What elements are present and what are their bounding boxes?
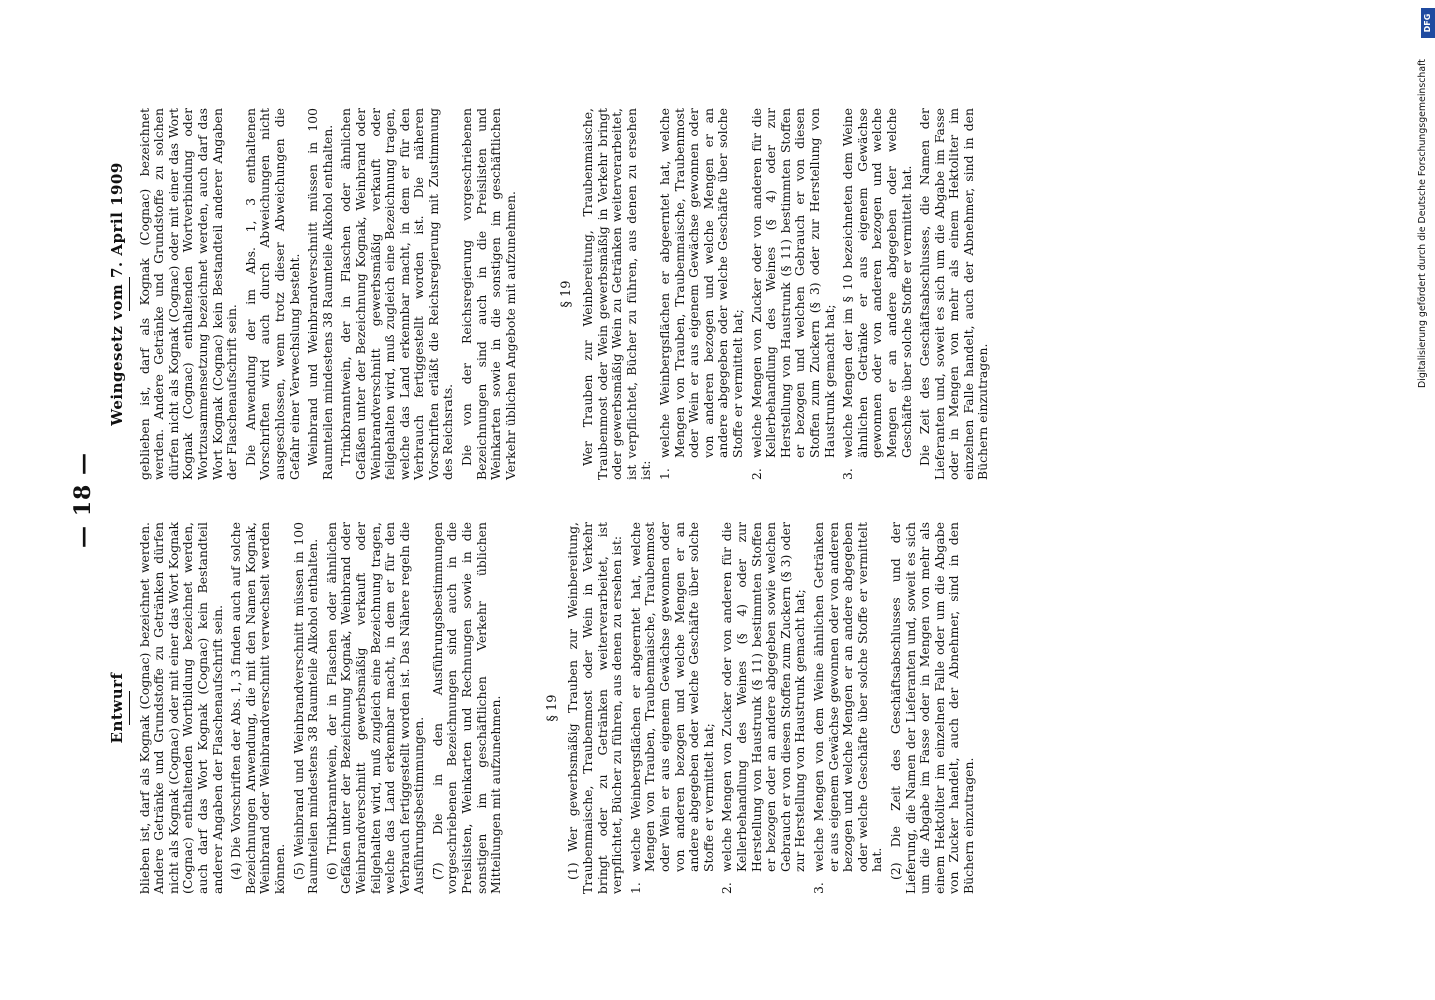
paragraph: Die von der Reichsregierung vorgeschriebenen Bezeichnungen sind auch in die Preislisten und Weinkarten sowie in die sonstigen im geschäftlichen Verkehr üblichen Angebote mit aufzunehmen.: [459, 108, 518, 480]
list-number: 3.: [810, 882, 826, 894]
list-text: welche Mengen der im § 10 bezeichneten dem Weine ähnlichen Getränke er aus eigenem Gewächse gewonnen oder von anderen bezogen und welche Mengen er an andere abgegeben oder welche Geschäfte über solche Stoffe er vermittelt hat.: [840, 108, 914, 458]
paragraph: (4) Die Vorschriften der Abs. 1, 3 finden auch auf solche Bezeichnungen Anwendung, die mit den Namen Kognak, Weinbrand oder Weinbrandverschnitt verwechselt werden können.: [228, 522, 287, 894]
column-title-draft: Entwurf: [108, 672, 126, 744]
paragraph: geblieben ist, darf als Kognak (Cognac) bezeichnet werden. Andere Getränke und Grundstoffe zu solchen dürfen nicht als Kognak (Cognac) oder mit einer das Wort Kognak (Cognac) enthaltenden Wortverbindung oder Wortzusammensetzung bezeichnet werden, auch darf das Wort Kognak (Cognac) kein Bestandteil anderer Angaben der Flaschenaufschrift sein.: [136, 108, 240, 480]
list-number: 2.: [748, 468, 764, 480]
list-text: welche Weinbergsflächen er abgeerntet hat, welche Mengen von Trauben, Traubenmaische, Traubenmost oder Wein er aus eigenem Gewächse gewonnen oder von anderen bezogen und welche Mengen er an andere abgegeben oder welche Geschäfte über solche Stoffe er vermittelt hat;: [627, 522, 716, 872]
list-item: [841, 108, 914, 480]
dfg-logo-text: DFG: [1423, 13, 1432, 33]
column-title-law: Weingesetz vom 7. April 1909: [108, 162, 126, 426]
paragraph: blieben ist, darf als Kognak (Cognac) bezeichnet werden. Andere Getränke und Grundstoffe zu Getränken dürfen nicht als Kognak (Cognac) oder mit einer das Wort Kognak (Cognac) enthaltenden Wortbildung bezeichnet werden, auch darf das Wort Kognak (Cognac) kein Bestandteil anderer Angaben der Flaschenaufschrift sein.: [136, 522, 225, 894]
paragraph: (7) Die in den Ausführungsbestimmungen vorgeschriebenen Bezeichnungen sind auch in die Preislisten, Weinkarten und Rechnungen sowie in die sonstigen im geschäftlichen Verkehr üblichen Mitteilungen mit aufzunehmen.: [429, 522, 504, 894]
list-number: 1.: [627, 882, 643, 894]
paragraph: (6) Trinkbranntwein, der in Flaschen oder ähnlichen Gefäßen unter der Bezeichnung Kognak, Weinbrand oder Weinbrandverschnitt gewerbsmäßig verkauft oder feilgehalten wird, muß zugleich eine Bezeichnung tragen, welche das Land erkennbar macht, in dem er für den Verbrauch fertiggestellt worden ist. Das Nähere regeln die Ausführungsbestimmungen.: [323, 522, 427, 894]
paragraph: (2) Die Zeit des Geschäftsabschlusses und der Lieferung, die Namen der Lieferanten und, soweit es sich um die Abgabe im Fasse oder in Mengen von mehr als einem Hektoliter im einzelnen Falle oder um die Abgabe von Zucker handelt, auch der Abnehmer, sind in den Büchern einzutragen.: [887, 522, 976, 894]
dfg-logo: [1421, 8, 1435, 38]
list-text: welche Mengen von dem Weine ähnlichen Getränken er aus eigenem Gewächse gewonnen oder von anderen bezogen und welche Mengen er an andere abgegeben oder welche Geschäfte über solche Stoffe er vermittelt hat.: [810, 522, 885, 872]
column-law-1909: [110, 108, 1290, 480]
paragraph: Wer Trauben zur Weinbereitung, Traubenmaische, Traubenmost oder Wein gewerbsmäßig in Verkehr bringt oder gewerbsmäßig Wein zu Getränken weiterverarbeitet, ist verpflichtet, Bücher zu führen, aus denen zu ersehen ist:: [580, 108, 654, 480]
paragraph: Die Anwendung der im Abs. 1, 3 enthaltenen Vorschriften wird auch durch Abweichungen nicht ausgeschlossen, wenn trotz dieser Abweichungen die Gefahr einer Verwechslung besteht.: [242, 108, 302, 480]
digitization-note-text: Digitalisierung gefördert durch die Deutsche Forschungsgemeinschaft: [1417, 59, 1428, 388]
digitization-note: [1411, 8, 1435, 388]
paragraph: Die Zeit des Geschäftsabschlusses, die Namen der Lieferanten und, soweit es sich um die Abgabe im Fasse oder in Mengen von mehr als einem Hektoliter im einzelnen Falle handelt, auch der Abnehmer, sind in den Büchern einzutragen.: [917, 108, 991, 480]
section-heading: § 19: [544, 694, 560, 722]
list-text: welche Mengen von Zucker oder von anderen für die Kellerbehandlung des Weines (§ 4) oder zur Herstellung von Haustrunk (§ 11) bestimmten Stoffen er bezogen oder an andere abgegeben sowie welchen Gebrauch er von diesen Stoffen zum Zuckern (§ 3) oder zur Herstellung von Haustrunk gemacht hat;: [719, 522, 808, 872]
paragraph: (1) Wer gewerbsmäßig Trauben zur Weinbereitung, Traubenmaische, Traubenmost oder Wein in Verkehr bringt oder zu Getränken weiterverarbeitet, ist verpflichtet, Bücher zu führen, aus denen zu ersehen ist:: [565, 522, 625, 894]
title-rule: [129, 277, 130, 311]
list-number: 2.: [719, 882, 735, 894]
list-number: 3.: [840, 468, 856, 480]
list-text: welche Weinbergsflächen er abgeerntet hat, welche Mengen von Trauben, Traubenmaische, Traubenmost oder Wein er aus eigenem Gewächse gewonnen oder von anderen bezogen und welche Mengen er an andere abgegeben oder welche Geschäfte über solche Stoffe er vermittelt hat;: [657, 108, 745, 458]
list-item: [720, 522, 808, 894]
list-item: [812, 522, 885, 894]
column-draft: [110, 522, 1290, 894]
paragraph: Trinkbranntwein, der in Flaschen oder ähnlichen Gefäßen unter der Bezeichnung Kognak, Weinbrand oder Weinbrandverschnitt gewerbsmäßig verkauft oder feilgehalten wird, muß zugleich eine Bezeichnung tragen, welche das Land erkennbar macht, in dem er für den Verbrauch fertiggestellt worden ist. Die näheren Vorschriften erläßt die Reichsregierung mit Zustimmung des Reichsrats.: [338, 108, 456, 480]
title-rule: [129, 691, 130, 725]
list-item: [629, 522, 717, 894]
paragraph: (5) Weinbrand und Weinbrandverschnitt müssen in 100 Raumteilen mindestens 38 Raumteile Alkohol enthalten.: [290, 522, 321, 894]
paragraph: Weinbrand und Weinbrandverschnitt müssen in 100 Raumteilen mindestens 38 Raumteile Alkohol enthalten.: [305, 108, 335, 480]
list-item: [750, 108, 838, 480]
list-number: 1.: [657, 468, 672, 480]
section-heading: § 19: [559, 280, 575, 308]
page-number: — 18 —: [70, 452, 96, 548]
list-text: welche Mengen von Zucker oder von anderen für die Kellerbehandlung des Weines (§ 4) oder zur Herstellung von Haustrunk (§ 11) bestimmten Stoffen er bezogen und welchen Gebrauch er von diesen Stoffen zum Zuckern (§ 3) oder zur Herstellung von Haustrunk gemacht hat;: [748, 108, 837, 458]
list-item: [658, 108, 746, 480]
